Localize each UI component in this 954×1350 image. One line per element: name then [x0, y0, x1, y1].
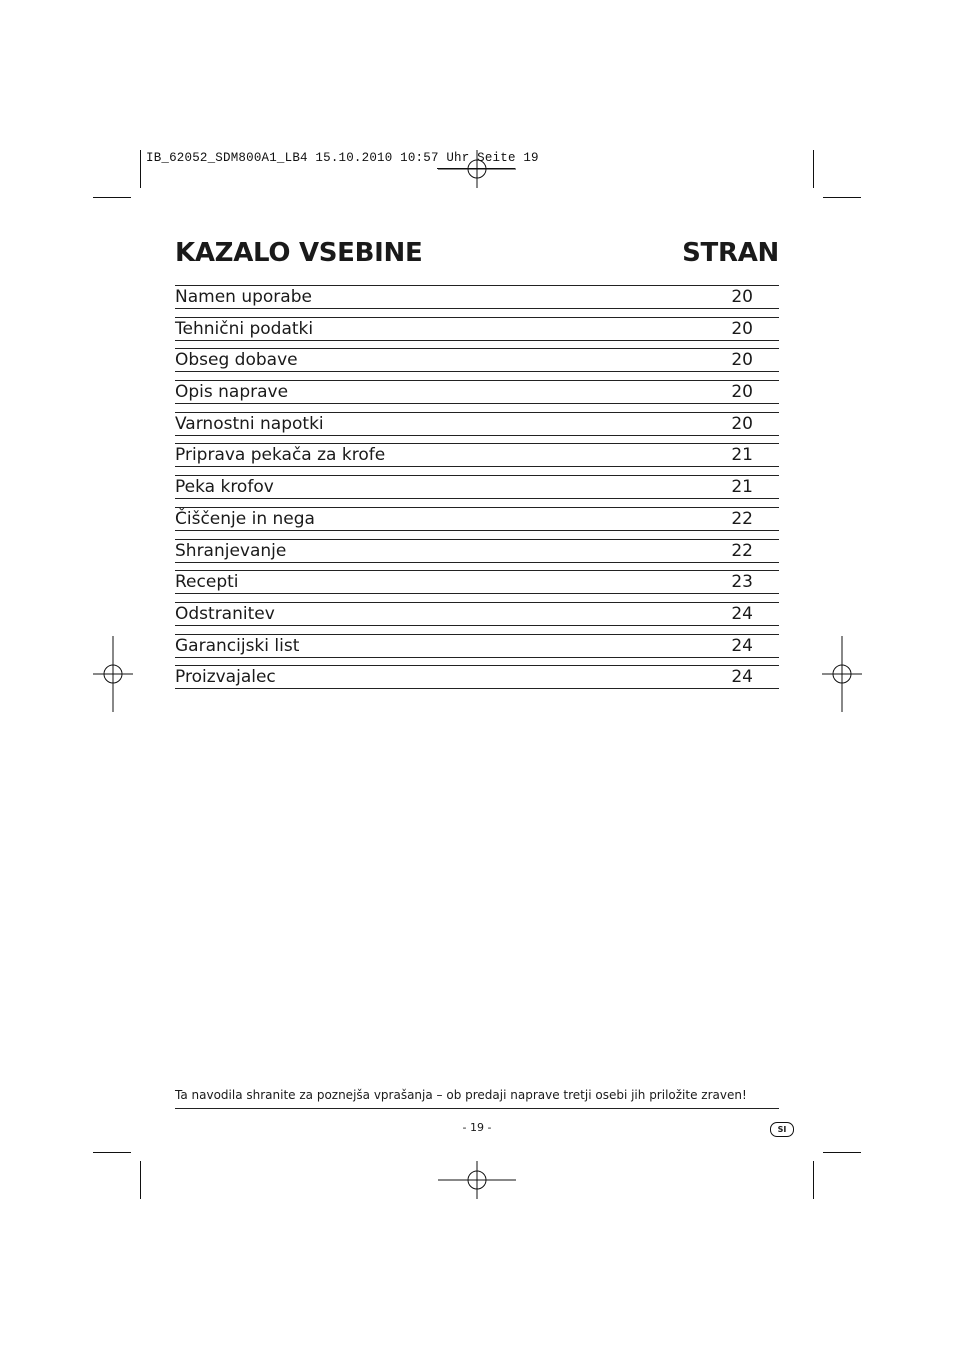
- toc-entry[interactable]: [175, 380, 779, 404]
- toc-entry[interactable]: [175, 285, 779, 309]
- table-of-contents: [175, 285, 779, 697]
- crop-mark-top-right-horizontal: [823, 197, 861, 198]
- toc-entry-label: Proizvajalec: [175, 667, 276, 688]
- toc-entry-page: 20: [731, 413, 753, 434]
- toc-entry-page: 23: [731, 572, 753, 593]
- toc-entry-label: Shranjevanje: [175, 540, 287, 561]
- crop-mark-top-left-horizontal: [93, 197, 131, 198]
- toc-entry[interactable]: [175, 507, 779, 531]
- toc-entry-label: Varnostni napotki: [175, 413, 324, 434]
- crop-mark-bottom-right-horizontal: [823, 1152, 861, 1153]
- toc-entry-page: 24: [731, 635, 753, 656]
- toc-entry-page: 24: [731, 603, 753, 624]
- crop-mark-top-left-vertical: [140, 150, 141, 188]
- page-number: - 19 -: [462, 1121, 492, 1134]
- toc-entry-label: Opis naprave: [175, 382, 289, 403]
- toc-entry[interactable]: [175, 348, 779, 372]
- toc-entry-label: Garancijski list: [175, 635, 300, 656]
- crop-mark-top-right-vertical: [813, 150, 814, 188]
- language-badge: SI: [770, 1122, 794, 1137]
- crop-mark-bottom-left-vertical: [140, 1161, 141, 1199]
- toc-entry-label: Priprava pekača za krofe: [175, 445, 386, 466]
- toc-entry-label: Čiščenje in nega: [175, 508, 315, 529]
- toc-entry-page: 20: [731, 350, 753, 371]
- toc-entry-label: Obseg dobave: [175, 350, 298, 371]
- registration-mark-right-icon: [822, 636, 862, 712]
- toc-entry-label: Odstranitev: [175, 603, 275, 624]
- crop-mark-bottom-left-horizontal: [93, 1152, 131, 1153]
- crop-mark-bottom-right-vertical: [813, 1161, 814, 1199]
- toc-title-row: [175, 238, 779, 268]
- toc-entry[interactable]: [175, 602, 779, 626]
- toc-entry[interactable]: [175, 539, 779, 563]
- toc-entry-label: Namen uporabe: [175, 287, 312, 307]
- toc-entry-label: Peka krofov: [175, 477, 274, 498]
- toc-page-heading: STRAN: [682, 238, 779, 268]
- footer-note: Ta navodila shranite za poznejša vprašanja – ob predaji naprave tretji osebi jih priložite zraven!: [175, 1088, 779, 1109]
- toc-entry-label: Tehnični podatki: [175, 318, 314, 339]
- toc-entry-page: 20: [731, 287, 753, 307]
- registration-mark-top-icon: [438, 150, 516, 188]
- toc-entry-page: 22: [731, 540, 753, 561]
- toc-entry-page: 20: [731, 318, 753, 339]
- registration-mark-left-icon: [93, 636, 133, 712]
- toc-entry[interactable]: [175, 412, 779, 436]
- toc-entry[interactable]: [175, 443, 779, 467]
- toc-entry[interactable]: [175, 665, 779, 689]
- toc-entry[interactable]: [175, 570, 779, 594]
- toc-entry-label: Recepti: [175, 572, 239, 593]
- toc-entry-page: 21: [731, 477, 753, 498]
- toc-entry-page: 21: [731, 445, 753, 466]
- toc-entry[interactable]: [175, 317, 779, 341]
- toc-entry[interactable]: [175, 475, 779, 499]
- print-header: IB_62052_SDM800A1_LB4 15.10.2010 10:57 Uhr Seite 19: [146, 151, 539, 165]
- toc-entry-page: 20: [731, 382, 753, 403]
- toc-entry-page: 24: [731, 667, 753, 688]
- toc-entry-page: 22: [731, 508, 753, 529]
- toc-entry[interactable]: [175, 634, 779, 658]
- registration-mark-bottom-icon: [438, 1161, 516, 1199]
- toc-title: KAZALO VSEBINE: [175, 238, 423, 268]
